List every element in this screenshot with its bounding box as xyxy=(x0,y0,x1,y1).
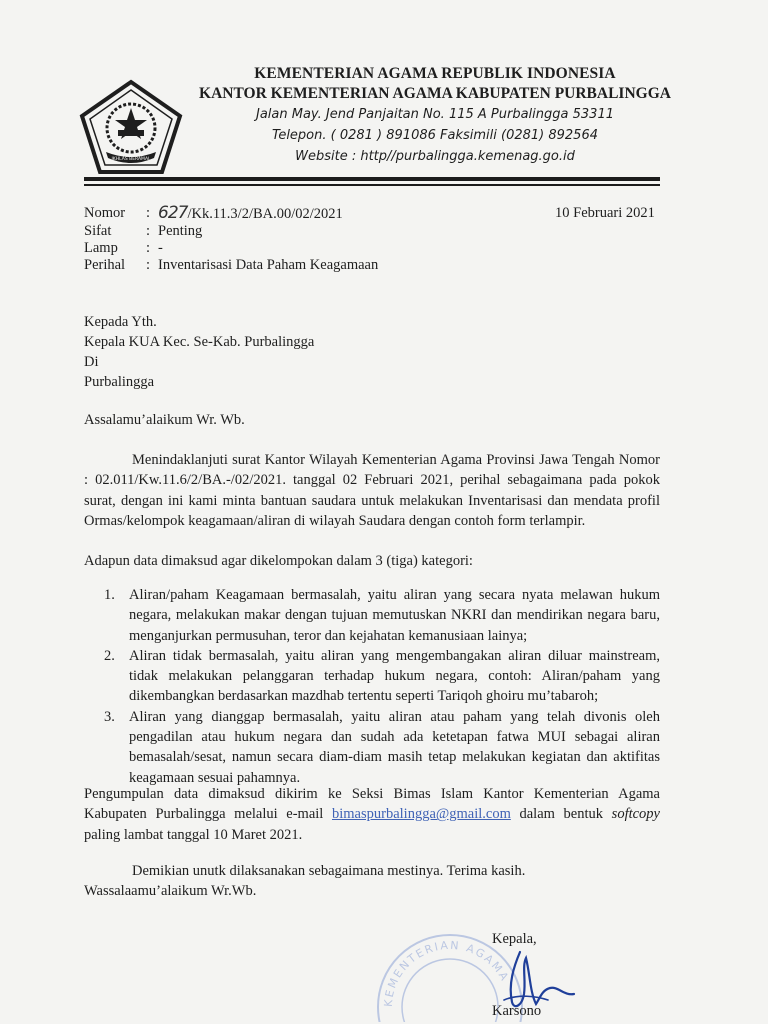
meta-colon: : xyxy=(146,257,151,273)
list-text: Aliran tidak bermasalah, yaitu aliran yang mengembangakan aliran diluar mainstream, tidak melakukan pelanggaran terhadap hukum negara, contoh: Aliran/paham yang dikembangkan berdasarkan mazdhab tertentu seperti Tariqoh ghoiru mu’tabaroh; xyxy=(129,647,660,705)
office-phone: Telepon. ( 0281 ) 891086 Faksimili (0281) 892564 xyxy=(271,128,598,143)
office-name: KANTOR KEMENTERIAN AGAMA KABUPATEN PURBALINGGA xyxy=(199,85,671,102)
paragraph-3 xyxy=(84,784,660,845)
meta-label: Perihal xyxy=(84,257,126,273)
meta-value: Penting xyxy=(158,223,203,239)
paragraph-2: Adapun data dimaksud agar dikelompokan dalam 3 (tiga) kategori: xyxy=(84,553,473,569)
office-address: Jalan May. Jend Panjaitan No. 115 A Purbalingga 53311 xyxy=(256,107,614,122)
recipient-line: Purbalingga xyxy=(84,374,155,390)
softcopy-term: softcopy xyxy=(611,806,660,823)
meta-colon: : xyxy=(146,205,151,221)
greeting: Assalamu’alaikum Wr. Wb. xyxy=(84,412,245,428)
meta-value: - xyxy=(158,240,163,256)
handwritten-number: 627 xyxy=(158,203,188,223)
meta-value: /Kk.11.3/2/BA.00/02/2021 xyxy=(187,206,343,222)
closing-salam: Wassalaamu’alaikum Wr.Wb. xyxy=(84,883,257,899)
list-number: 1. xyxy=(104,587,115,603)
para3-text: dalam bentuk xyxy=(510,806,612,823)
recipient-line: Kepada Yth. xyxy=(84,314,157,330)
list-number: 2. xyxy=(104,647,115,664)
para3-text: paling lambat tanggal 10 Maret 2021. xyxy=(84,826,303,843)
meta-sifat xyxy=(84,223,378,240)
list-item xyxy=(104,646,660,707)
list-item xyxy=(104,707,660,788)
list-item xyxy=(104,585,660,646)
list-number: 3. xyxy=(104,708,115,725)
letterhead xyxy=(190,64,680,167)
list-text: Aliran/paham Keagamaan bermasalah, yaitu aliran yang secara nyata melawan hukum negara, melakukan makar dengan tujuan memutuskan NKRI dan mendirikan negara baru, menganjurkan permusuhan, teror dan kejahatan kemanusiaan lainya; xyxy=(129,587,660,644)
recipient-line: Kepala KUA Kec. Se-Kab. Purbalingga xyxy=(84,334,315,350)
list-text: Aliran yang dianggap bermasalah, yaitu aliran atau paham yang telah divonis oleh pengadilan atau hukum negara dan sudah ada ketetapan fatwa MUI sebagai aliran bemasalah/sesat, namun secara diam-diam masih tetap melakukan kegiatan dan aktifitas keagamaan sesuai pahamnya. xyxy=(129,708,660,786)
meta-lamp xyxy=(84,240,378,257)
logo-ribbon-text: IKHLAS BERAMAL xyxy=(111,157,151,162)
email-link[interactable]: bimaspurbalingga@gmail.com xyxy=(331,806,511,823)
recipient-line: Di xyxy=(84,354,99,370)
meta-label: Lamp xyxy=(84,240,118,256)
office-website: Website : http//purbalingga.kemenag.go.id xyxy=(295,149,575,164)
paragraph-1: Menindaklanjuti surat Kantor Wilayah Kementerian Agama Provinsi Jawa Tengah Nomor : 02.011/Kw.11.6/2/BA.-/02/2021. tanggal 02 Februari 2021, perihal sebagaimana pada pokok surat, dengan ini kami minta bantuan saudara untuk melakukan Inventarisasi dan mendata profil Ormas/kelompok keagamaan/aliran di wilayah Saudara dengan contoh form terlampir. xyxy=(84,452,660,529)
header-rule-thick xyxy=(84,177,660,181)
header-rule-thin xyxy=(84,184,660,186)
signatory-title: Kepala, xyxy=(492,931,537,947)
letter-date: 10 Februari 2021 xyxy=(555,205,655,221)
meta-nomor xyxy=(84,205,378,223)
meta-colon: : xyxy=(146,240,151,256)
meta-perihal xyxy=(84,257,378,274)
meta-label: Nomor xyxy=(84,205,126,221)
signatory-name: Karsono xyxy=(492,1003,542,1019)
meta-value: Inventarisasi Data Paham Keagamaan xyxy=(158,257,379,273)
category-list xyxy=(104,585,660,788)
ministry-name: KEMENTERIAN AGAMA REPUBLIK INDONESIA xyxy=(254,65,616,82)
closing-line: Demikian unutk dilaksanakan sebagaimana mestinya. Terima kasih. xyxy=(132,863,526,879)
kemenag-logo-icon xyxy=(76,78,186,178)
meta-colon: : xyxy=(146,223,151,239)
recipient-block xyxy=(84,312,314,392)
meta-label: Sifat xyxy=(84,223,112,239)
letter-meta xyxy=(84,205,378,274)
para3-text: Pengumpulan data dimaksud dikirim ke Seksi Bimas Islam Kantor Kementerian Agama Kabupaten Purbalingga melalui e-mail xyxy=(84,786,660,823)
seal-text: KEMENTERIAN AGAMA xyxy=(381,938,512,1008)
